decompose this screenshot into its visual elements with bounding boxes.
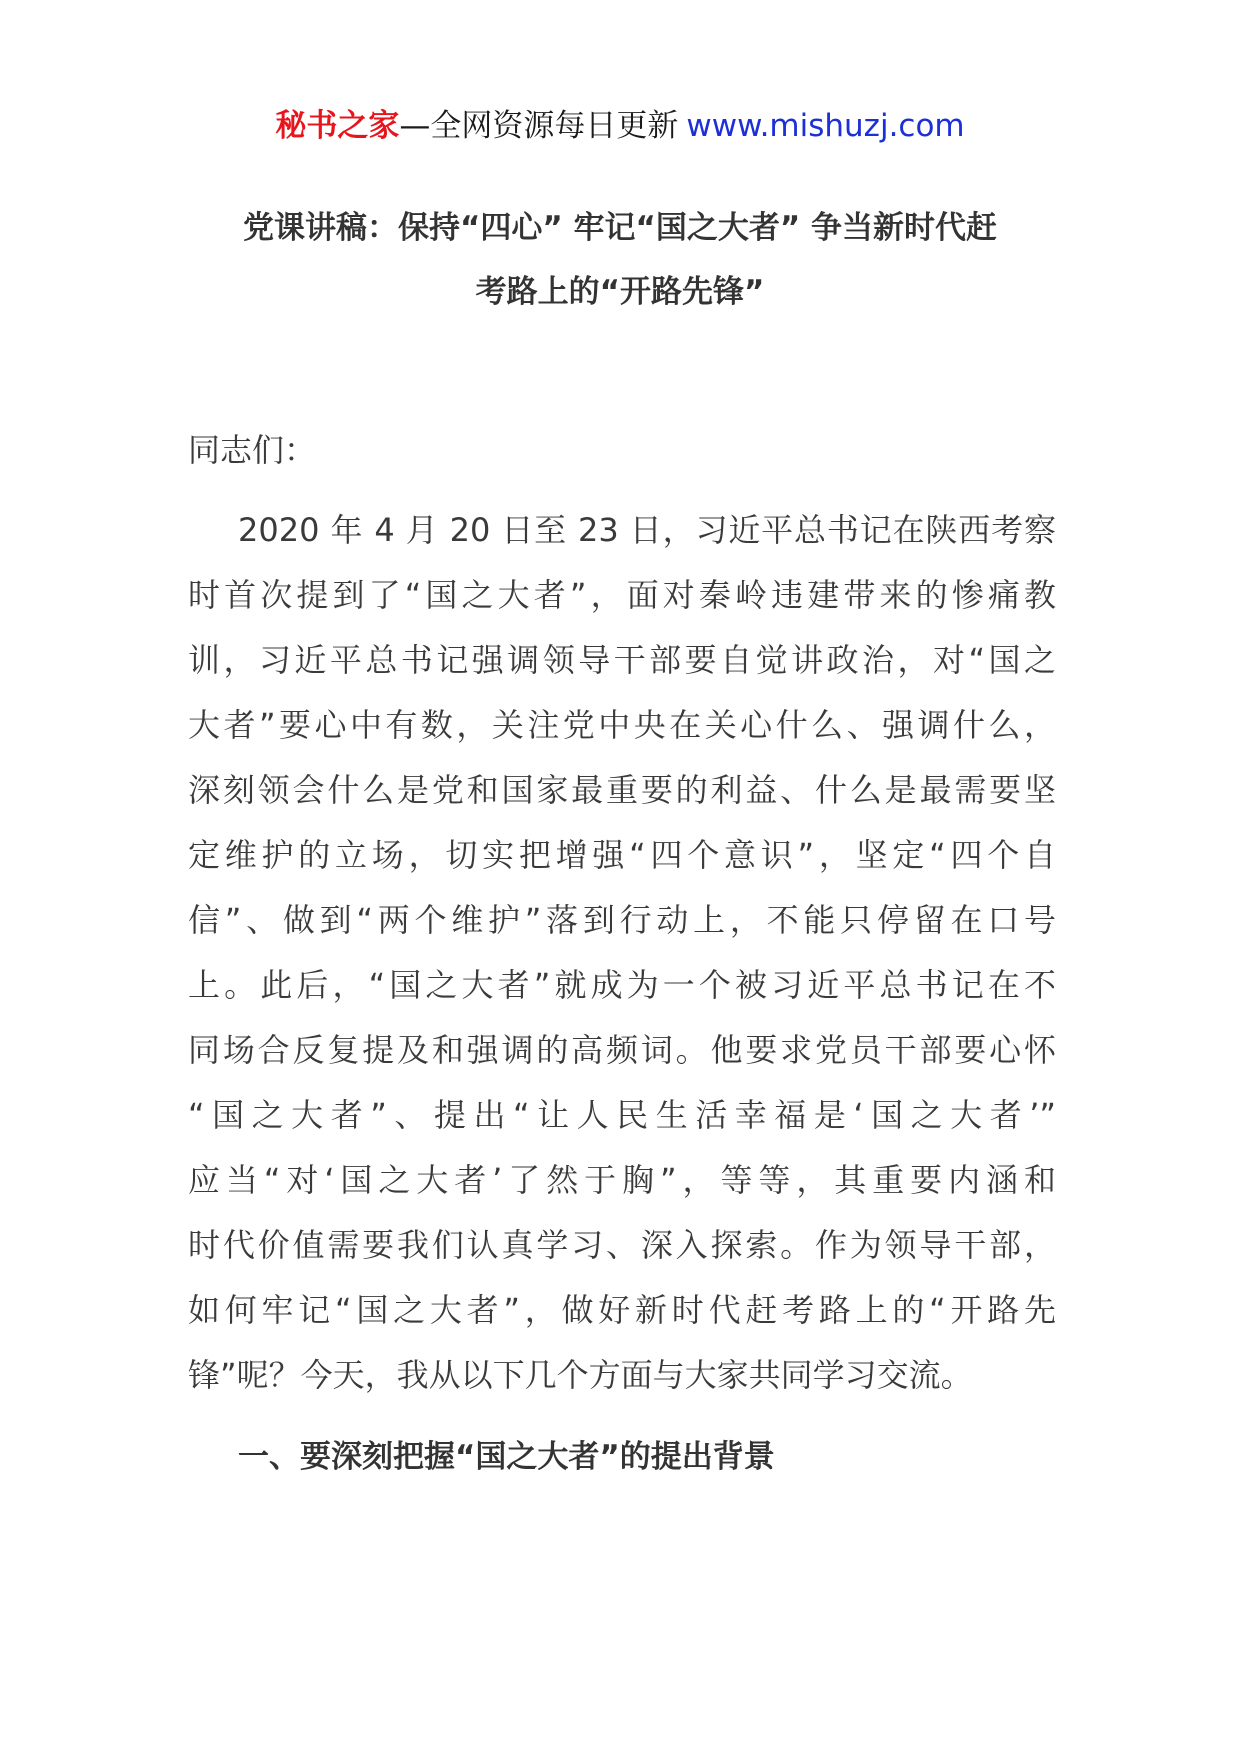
brand-name: 秘书之家 (275, 108, 400, 144)
title-line-1: 党课讲稿：保持“四心” 牢记“国之大者” 争当新时代赶 (242, 210, 998, 246)
paragraph-1 (188, 498, 1056, 1408)
paragraph-line: “国之大者”、提出“让人民生活幸福是‘国之大者’” (188, 1096, 1056, 1134)
paragraph-line: 锋”呢？今天，我从以下几个方面与大家共同学习交流。 (188, 1356, 973, 1394)
greeting: 同志们： (188, 431, 317, 469)
header-banner (0, 104, 1240, 148)
paragraph-line: 深刻领会什么是党和国家最重要的利益、什么是最需要坚 (188, 771, 1056, 809)
document-title (190, 196, 1050, 324)
title-line-2: 考路上的“开路先锋” (475, 274, 765, 310)
paragraph-line: 训，习近平总书记强调领导干部要自觉讲政治，对“国之 (188, 641, 1056, 679)
paragraph-line: 大者”要心中有数，关注党中央在关心什么、强调什么， (188, 706, 1056, 744)
section-heading: 一、要深刻把握“国之大者”的提出背景 (238, 1439, 775, 1475)
paragraph-line: 如何牢记“国之大者”，做好新时代赶考路上的“开路先 (188, 1291, 1056, 1329)
paragraph-line: 信”、做到“两个维护”落到行动上，不能只停留在口号 (188, 901, 1056, 939)
document-body (188, 420, 1056, 1408)
paragraph-line: 2020 年 4 月 20 日至 23 日，习近平总书记在陕西考察 (238, 511, 1056, 549)
website-link[interactable]: www.mishuzj.com (686, 108, 965, 144)
paragraph-line: 应当“对‘国之大者’了然于胸”，等等，其重要内涵和 (188, 1161, 1056, 1199)
paragraph-line: 时代价值需要我们认真学习、深入探索。作为领导干部， (188, 1226, 1056, 1264)
banner-slogan: —全网资源每日更新 (399, 108, 679, 144)
paragraph-line: 时首次提到了“国之大者”，面对秦岭违建带来的惨痛教 (188, 576, 1056, 614)
paragraph-line: 上。此后，“国之大者”就成为一个被习近平总书记在不 (188, 966, 1056, 1004)
paragraph-line: 同场合反复提及和强调的高频词。他要求党员干部要心怀 (188, 1031, 1056, 1069)
paragraph-line: 定维护的立场，切实把增强“四个意识”，坚定“四个自 (188, 836, 1056, 874)
